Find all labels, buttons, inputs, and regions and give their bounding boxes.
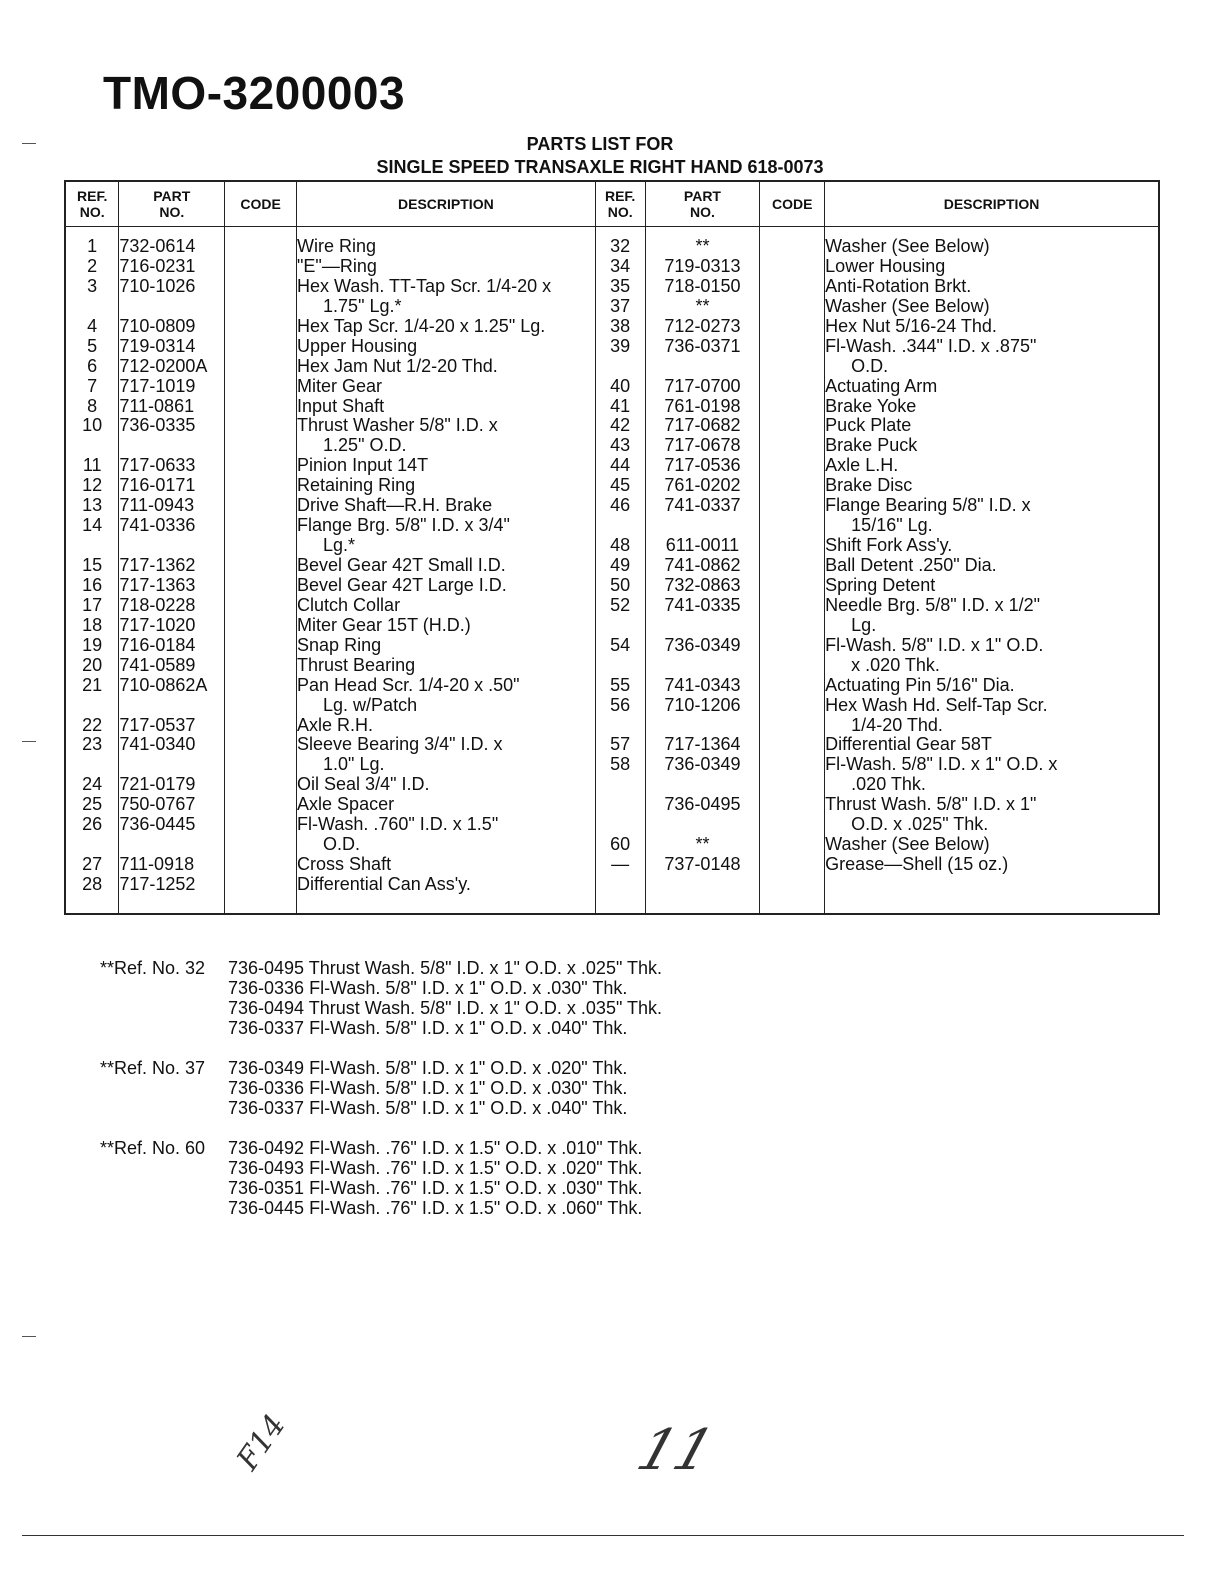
- ref-no: 37: [610, 296, 631, 316]
- part-no: 718-0150: [664, 276, 741, 296]
- margin-tick: [22, 1336, 36, 1337]
- ref-no: 28: [82, 875, 103, 894]
- part-description: Fl-Wash. .344" I.D. x .875": [825, 336, 1037, 356]
- part-description: Axle L.H.: [825, 456, 899, 476]
- part-no: 710-1206: [664, 695, 741, 715]
- ref-no: 20: [82, 655, 103, 675]
- part-description: Miter Gear 15T (H.D.): [297, 615, 471, 635]
- part-description: O.D.: [851, 356, 889, 376]
- part-no: 717-0678: [664, 436, 741, 456]
- part-description: Flange Bearing 5/8" I.D. x: [825, 496, 1031, 516]
- part-description: Lg.: [851, 615, 877, 635]
- header-part-no-right: PART NO.: [645, 181, 760, 227]
- part-no: 716-0184: [119, 635, 196, 655]
- blank-cell: [646, 616, 760, 636]
- blank-cell: [596, 357, 645, 377]
- part-description: Thrust Bearing: [297, 655, 416, 675]
- part-description: Brake Yoke: [825, 396, 917, 416]
- part-no: 716-0171: [119, 476, 196, 496]
- part-description: Hex Nut 5/16-24 Thd.: [825, 316, 997, 336]
- ref-no: 2: [87, 256, 98, 276]
- washer-notes: [100, 958, 662, 1238]
- note-label: **Ref. No. 32: [100, 958, 206, 978]
- ref-no: 7: [87, 376, 98, 396]
- part-description: 1.75" Lg.*: [323, 296, 402, 316]
- part-description: Upper Housing: [297, 336, 418, 356]
- part-no: 736-0349: [664, 635, 741, 655]
- part-description: Hex Wash Hd. Self-Tap Scr.: [825, 695, 1048, 715]
- part-no: 736-0445: [119, 815, 196, 835]
- blank-cell: [596, 775, 645, 795]
- header-description-right: DESCRIPTION: [825, 181, 1159, 227]
- ref-no: 45: [610, 476, 631, 496]
- part-no: 741-0340: [119, 735, 196, 755]
- ref-no: [596, 795, 645, 815]
- part-description: Washer (See Below): [825, 296, 990, 316]
- ref-no: 34: [610, 256, 631, 276]
- part-description: Hex Jam Nut 1/2-20 Thd.: [297, 356, 498, 376]
- part-description: Washer (See Below): [825, 835, 990, 855]
- part-description: Anti-Rotation Brkt.: [825, 276, 972, 296]
- ref-no: 21: [82, 675, 103, 695]
- part-description: x .020 Thk.: [851, 655, 940, 675]
- ref-no: —: [611, 855, 630, 875]
- part-description: Actuating Pin 5/16" Dia.: [825, 675, 1015, 695]
- part-description: Wire Ring: [297, 237, 377, 256]
- parts-table: [64, 180, 1160, 915]
- part-no: 711-0861: [119, 396, 195, 416]
- part-no: **: [695, 296, 710, 316]
- note-lines: [228, 1058, 627, 1118]
- left-code-column: [225, 227, 297, 914]
- part-description: Grease—Shell (15 oz.): [825, 855, 1009, 875]
- ref-no: 32: [610, 237, 631, 256]
- part-description: Fl-Wash. 5/8" I.D. x 1" O.D.: [825, 635, 1044, 655]
- ref-no: 26: [82, 815, 103, 835]
- note-line: 736-0492 Fl-Wash. .76" I.D. x 1.5" O.D. x .010" Thk.: [228, 1138, 643, 1158]
- part-description: Flange Brg. 5/8" I.D. x 3/4": [297, 516, 510, 536]
- header-description: DESCRIPTION: [297, 181, 596, 227]
- part-no: 717-1363: [119, 575, 196, 595]
- ref-no: 44: [610, 456, 631, 476]
- ref-no: 14: [82, 516, 103, 536]
- part-description: Lower Housing: [825, 256, 946, 276]
- ref-no: 43: [610, 436, 631, 456]
- note-label: **Ref. No. 37: [100, 1058, 206, 1078]
- part-description: Retaining Ring: [297, 476, 416, 496]
- part-no: 732-0863: [664, 575, 741, 595]
- margin-tick: [22, 143, 36, 144]
- part-no: 717-1362: [119, 556, 196, 575]
- left-description-column: [297, 227, 596, 914]
- part-description: Differential Gear 58T: [825, 735, 992, 755]
- part-description: Sleeve Bearing 3/4" I.D. x: [297, 735, 503, 755]
- parts-list-title: [0, 133, 1224, 179]
- ref-no: 24: [82, 775, 103, 795]
- part-description: Miter Gear: [297, 376, 383, 396]
- ref-no: 54: [610, 635, 631, 655]
- header-code-right: CODE: [760, 181, 825, 227]
- table-header-row: [65, 181, 1159, 227]
- blank-cell: [66, 835, 118, 855]
- blank-cell: [119, 696, 224, 716]
- title-line-2: SINGLE SPEED TRANSAXLE RIGHT HAND 618-0073: [376, 157, 824, 177]
- blank-cell: [646, 516, 760, 536]
- part-description: Needle Brg. 5/8" I.D. x 1/2": [825, 595, 1041, 615]
- part-description: Ball Detent .250" Dia.: [825, 556, 997, 575]
- part-no: 761-0198: [664, 396, 741, 416]
- ref-no: 13: [82, 496, 103, 516]
- note-lines: [228, 1138, 642, 1218]
- part-no: 717-1252: [119, 875, 196, 894]
- part-no: 719-0313: [664, 256, 741, 276]
- part-no: 736-0371: [664, 336, 741, 356]
- part-no: 719-0314: [119, 336, 196, 356]
- part-description: Brake Puck: [825, 436, 918, 456]
- ref-no: 8: [87, 396, 98, 416]
- part-no: 717-0537: [119, 715, 196, 735]
- part-description: Fl-Wash. .760" I.D. x 1.5": [297, 815, 499, 835]
- part-description: Cross Shaft: [297, 855, 392, 875]
- part-no: 750-0767: [119, 795, 196, 815]
- note-line: 736-0337 Fl-Wash. 5/8" I.D. x 1" O.D. x .040" Thk.: [228, 1098, 628, 1118]
- ref-no: 50: [610, 575, 631, 595]
- part-no: 710-1026: [119, 276, 196, 296]
- part-description: Differential Can Ass'y.: [297, 875, 471, 894]
- ref-no: 58: [610, 755, 631, 775]
- header-ref-no-right: REF. NO.: [595, 181, 645, 227]
- part-description: Thrust Wash. 5/8" I.D. x 1": [825, 795, 1037, 815]
- ref-no: 27: [82, 855, 103, 875]
- part-no: 741-0336: [119, 516, 196, 536]
- blank-cell: [119, 835, 224, 855]
- blank-cell: [119, 755, 224, 775]
- header-code: CODE: [225, 181, 297, 227]
- part-description: Puck Plate: [825, 416, 912, 436]
- part-no: 741-0337: [664, 496, 741, 516]
- part-no: 737-0148: [664, 855, 741, 875]
- document-id: TMO-3200003: [103, 67, 406, 119]
- ref-no: 16: [82, 575, 103, 595]
- note-block: [100, 958, 662, 1038]
- blank-cell: [596, 815, 645, 835]
- header-part-no: PART NO.: [119, 181, 225, 227]
- blank-cell: [66, 436, 118, 456]
- ref-no: 18: [82, 615, 103, 635]
- part-no: 732-0614: [119, 237, 196, 256]
- blank-cell: [596, 616, 645, 636]
- part-description: Washer (See Below): [825, 237, 990, 256]
- part-description: .020 Thk.: [851, 775, 926, 795]
- ref-no: 52: [610, 595, 631, 615]
- handwritten-mark-f14: F14: [230, 1408, 293, 1477]
- part-no: 717-0700: [664, 376, 741, 396]
- ref-no: 57: [610, 735, 631, 755]
- part-description: Lg.*: [323, 536, 356, 556]
- ref-no: 55: [610, 675, 631, 695]
- ref-no: 6: [87, 356, 98, 376]
- part-no: **: [695, 835, 710, 855]
- part-no: 712-0273: [664, 316, 741, 336]
- blank-cell: [646, 815, 760, 835]
- right-ref-column: [595, 227, 645, 914]
- blank-cell: [66, 755, 118, 775]
- part-no: 710-0809: [119, 316, 196, 336]
- ref-no: 1: [87, 237, 98, 256]
- ref-no: 42: [610, 416, 631, 436]
- part-description: Fl-Wash. 5/8" I.D. x 1" O.D. x: [825, 755, 1058, 775]
- part-description: Hex Wash. TT-Tap Scr. 1/4-20 x: [297, 276, 552, 296]
- header-ref-no: REF. NO.: [65, 181, 119, 227]
- part-description: Lg. w/Patch: [323, 695, 418, 715]
- ref-no: 4: [87, 316, 98, 336]
- ref-no: 12: [82, 476, 103, 496]
- part-no: 741-0335: [664, 595, 741, 615]
- part-description: Input Shaft: [297, 396, 385, 416]
- part-no: 717-1020: [119, 615, 196, 635]
- part-description: Shift Fork Ass'y.: [825, 536, 953, 556]
- part-description: Clutch Collar: [297, 595, 401, 615]
- part-description: Drive Shaft—R.H. Brake: [297, 496, 493, 516]
- part-no: 717-1019: [119, 376, 196, 396]
- part-description: 1.25" O.D.: [323, 436, 407, 456]
- part-description: O.D. x .025" Thk.: [851, 815, 989, 835]
- part-no: 717-0682: [664, 416, 741, 436]
- part-description: Bevel Gear 42T Small I.D.: [297, 556, 506, 575]
- part-no: 741-0589: [119, 655, 196, 675]
- ref-no: 5: [87, 336, 98, 356]
- ref-no: 41: [610, 396, 631, 416]
- part-no: 711-0943: [119, 496, 195, 516]
- ref-no: 3: [87, 276, 98, 296]
- part-description: 1/4-20 Thd.: [851, 715, 943, 735]
- blank-cell: [66, 536, 118, 556]
- right-code-column: [760, 227, 825, 914]
- part-description: 1.0" Lg.: [323, 755, 385, 775]
- part-no: 716-0231: [119, 256, 196, 276]
- part-description: Pan Head Scr. 1/4-20 x .50": [297, 675, 520, 695]
- part-no: 712-0200A: [119, 356, 208, 376]
- part-no: 736-0335: [119, 416, 196, 436]
- part-no: 711-0918: [119, 855, 195, 875]
- handwritten-mark-11: 11: [629, 1418, 722, 1483]
- part-description: Snap Ring: [297, 635, 382, 655]
- part-description: Pinion Input 14T: [297, 456, 429, 476]
- blank-cell: [66, 297, 118, 317]
- right-part-column: [645, 227, 760, 914]
- ref-no: 40: [610, 376, 631, 396]
- part-description: Spring Detent: [825, 575, 936, 595]
- part-no: 710-0862A: [119, 675, 208, 695]
- part-no: 721-0179: [119, 775, 196, 795]
- note-line: 736-0495 Thrust Wash. 5/8" I.D. x 1" O.D. x .025" Thk.: [228, 958, 663, 978]
- blank-cell: [646, 357, 760, 377]
- blank-cell: [646, 775, 760, 795]
- blank-cell: [119, 536, 224, 556]
- ref-no: 10: [82, 416, 103, 436]
- ref-no: 35: [610, 276, 631, 296]
- part-no: 611-0011: [665, 536, 740, 556]
- table-body-row: [65, 227, 1159, 914]
- part-description: Axle R.H.: [297, 715, 374, 735]
- part-description: Hex Tap Scr. 1/4-20 x 1.25" Lg.: [297, 316, 546, 336]
- ref-no: 19: [82, 635, 103, 655]
- ref-no: 49: [610, 556, 631, 575]
- blank-cell: [66, 696, 118, 716]
- blank-cell: [646, 656, 760, 676]
- note-line: 736-0493 Fl-Wash. .76" I.D. x 1.5" O.D. x .020" Thk.: [228, 1158, 643, 1178]
- part-no: 761-0202: [664, 476, 741, 496]
- note-lines: [228, 958, 662, 1038]
- part-no: 741-0343: [664, 675, 741, 695]
- note-line: 736-0494 Thrust Wash. 5/8" I.D. x 1" O.D. x .035" Thk.: [228, 998, 663, 1018]
- blank-cell: [119, 436, 224, 456]
- note-line: 736-0336 Fl-Wash. 5/8" I.D. x 1" O.D. x .030" Thk.: [228, 1078, 628, 1098]
- part-no: 736-0349: [664, 755, 741, 775]
- note-line: 736-0337 Fl-Wash. 5/8" I.D. x 1" O.D. x .040" Thk.: [228, 1018, 628, 1038]
- blank-cell: [646, 716, 760, 736]
- ref-no: 39: [610, 336, 631, 356]
- ref-no: 56: [610, 695, 631, 715]
- blank-cell: [119, 297, 224, 317]
- blank-cell: [596, 656, 645, 676]
- part-no: 718-0228: [119, 595, 196, 615]
- part-no: 717-0536: [664, 456, 741, 476]
- note-label: **Ref. No. 60: [100, 1138, 206, 1158]
- left-part-column: [119, 227, 225, 914]
- ref-no: 38: [610, 316, 631, 336]
- part-description: Bevel Gear 42T Large I.D.: [297, 575, 507, 595]
- title-line-1: PARTS LIST FOR: [526, 134, 674, 154]
- part-no: **: [695, 237, 710, 256]
- blank-cell: [596, 716, 645, 736]
- note-line: 736-0351 Fl-Wash. .76" I.D. x 1.5" O.D. x .030" Thk.: [228, 1178, 643, 1198]
- part-description: Thrust Washer 5/8" I.D. x: [297, 416, 498, 436]
- right-description-column: [825, 227, 1159, 914]
- ref-no: 11: [82, 456, 102, 476]
- ref-no: 17: [82, 595, 103, 615]
- ref-no: 15: [82, 556, 103, 575]
- margin-tick: [22, 741, 36, 742]
- left-ref-column: [65, 227, 119, 914]
- note-block: [100, 1138, 662, 1218]
- ref-no: 60: [610, 835, 631, 855]
- part-description: "E"—Ring: [297, 256, 377, 276]
- bottom-rule: [22, 1535, 1184, 1536]
- part-description: O.D.: [323, 835, 361, 855]
- part-no: 736-0495: [664, 795, 741, 815]
- ref-no: 23: [82, 735, 103, 755]
- part-description: Oil Seal 3/4" I.D.: [297, 775, 430, 795]
- ref-no: 48: [610, 536, 631, 556]
- ref-no: 25: [82, 795, 103, 815]
- note-line: 736-0445 Fl-Wash. .76" I.D. x 1.5" O.D. x .060" Thk.: [228, 1198, 643, 1218]
- ref-no: 22: [82, 715, 103, 735]
- blank-cell: [596, 516, 645, 536]
- part-description: Brake Disc: [825, 476, 913, 496]
- part-description: Axle Spacer: [297, 795, 395, 815]
- note-line: 736-0349 Fl-Wash. 5/8" I.D. x 1" O.D. x .020" Thk.: [228, 1058, 628, 1078]
- part-description: Actuating Arm: [825, 376, 938, 396]
- part-no: 717-1364: [664, 735, 741, 755]
- part-no: 741-0862: [664, 556, 741, 575]
- note-line: 736-0336 Fl-Wash. 5/8" I.D. x 1" O.D. x .030" Thk.: [228, 978, 628, 998]
- ref-no: 46: [610, 496, 631, 516]
- note-block: [100, 1058, 662, 1118]
- part-no: 717-0633: [119, 456, 196, 476]
- part-description: 15/16" Lg.: [851, 516, 933, 536]
